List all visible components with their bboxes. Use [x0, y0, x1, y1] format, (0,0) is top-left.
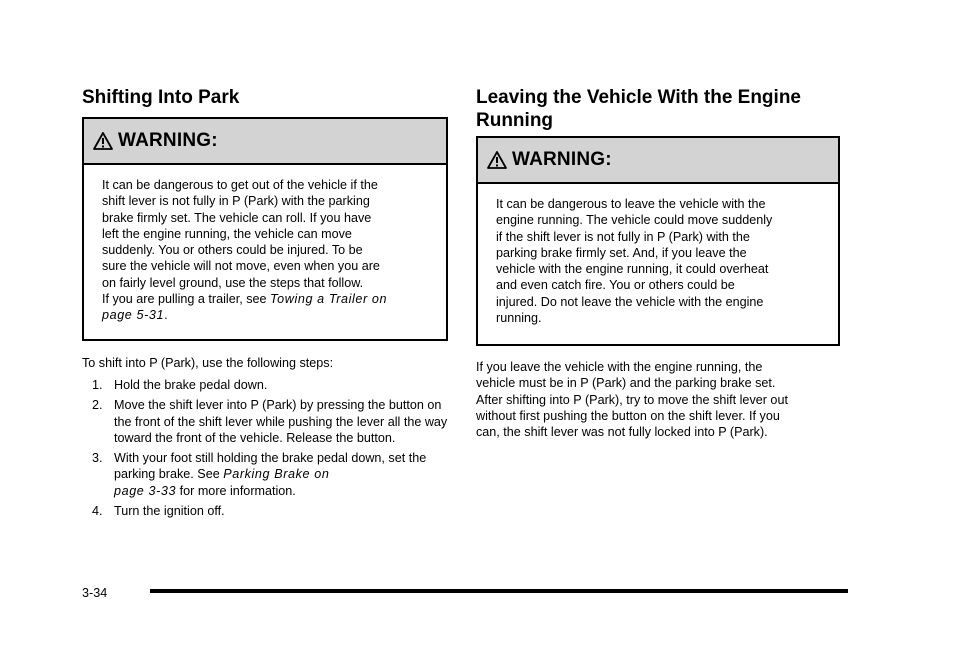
warning-header — [478, 138, 838, 184]
list-item — [82, 377, 452, 393]
paragraph-line: vehicle must be in P (Park) and the parking brake set. — [476, 376, 776, 391]
trailer-page-reference-link[interactable]: page 5-31 — [102, 308, 165, 323]
list-item — [82, 397, 452, 446]
steps-list — [82, 377, 452, 523]
paragraph-line: After shifting into P (Park), try to move the shift lever out — [476, 392, 788, 407]
parking-brake-page-reference-link[interactable]: page 3-33 — [114, 483, 177, 498]
warning-trailer-line — [102, 291, 436, 307]
warning-title: WARNING: — [118, 130, 218, 151]
warning-box — [476, 136, 840, 346]
warning-header — [84, 119, 446, 165]
warning-triangle-icon — [92, 131, 114, 151]
step-number: 3. — [92, 451, 103, 466]
warning-line: injured. Do not leave the vehicle with the engine — [496, 294, 764, 309]
list-item — [82, 450, 452, 499]
section-heading-shifting-into-park: Shifting Into Park — [82, 87, 240, 108]
step-text: With your foot still holding the brake pedal down, set the parking brake. See — [114, 451, 427, 482]
footer-rule — [150, 589, 848, 593]
warning-triangle-icon — [486, 150, 508, 170]
trailer-end: . — [164, 308, 168, 323]
heading-line-2: Running — [476, 110, 554, 131]
warning-body — [84, 165, 446, 324]
warning-line: and even catch fire. You or others could be — [496, 278, 735, 293]
step-text-after: for more information. — [176, 483, 296, 498]
warning-title: WARNING: — [512, 149, 612, 170]
warning-line: engine running. The vehicle could move suddenly — [496, 213, 773, 228]
warning-line: vehicle with the engine running, it could overheat — [496, 262, 769, 277]
warning-box — [82, 117, 448, 341]
section-heading-leaving-vehicle — [476, 86, 801, 132]
warning-body — [478, 184, 838, 326]
warning-line: running. — [496, 311, 542, 326]
step-number: 4. — [92, 504, 103, 519]
warning-line: suddenly. You or others could be injured. To be — [102, 243, 363, 258]
warning-line: parking brake firmly set. And, if you leave the — [496, 245, 747, 260]
paragraph-line: If you leave the vehicle with the engine running, the — [476, 360, 763, 374]
warning-line: shift lever is not fully in P (Park) with the parking — [102, 194, 370, 209]
step-text: Move the shift lever into P (Park) by pressing the button on the front of the shift lever while pushing the lever all the way toward the front of the vehicle. Release the button. — [114, 398, 448, 445]
warning-line: It can be dangerous to leave the vehicle with the — [496, 197, 766, 211]
trailer-reference-link[interactable]: Towing a Trailer on — [270, 292, 388, 307]
steps-intro: To shift into P (Park), use the following steps: — [82, 356, 334, 370]
heading-line-1: Leaving the Vehicle With the Engine — [476, 87, 801, 108]
body-paragraph — [476, 359, 852, 440]
page-number: 3-34 — [82, 586, 108, 600]
warning-line: if the shift lever is not fully in P (Park) with the — [496, 229, 750, 244]
warning-line: It can be dangerous to get out of the vehicle if the — [102, 178, 378, 192]
step-text: Turn the ignition off. — [114, 504, 225, 519]
warning-trailer-line-2 — [102, 307, 436, 323]
step-number: 1. — [92, 378, 103, 392]
warning-line: left the engine running, the vehicle can move — [102, 226, 352, 241]
list-item — [82, 503, 452, 519]
step-text: Hold the brake pedal down. — [114, 378, 268, 392]
parking-brake-reference-link[interactable]: Parking Brake on — [223, 467, 330, 482]
warning-line: brake firmly set. The vehicle can roll. If you have — [102, 210, 372, 225]
step-number: 2. — [92, 398, 103, 413]
warning-line: on fairly level ground, use the steps that follow. — [102, 275, 364, 290]
paragraph-line: can, the shift lever was not fully locked into P (Park). — [476, 425, 768, 440]
trailer-text: If you are pulling a trailer, see — [102, 292, 271, 307]
warning-line: sure the vehicle will not move, even when you are — [102, 259, 380, 274]
paragraph-line: without first pushing the button on the shift lever. If you — [476, 408, 780, 423]
